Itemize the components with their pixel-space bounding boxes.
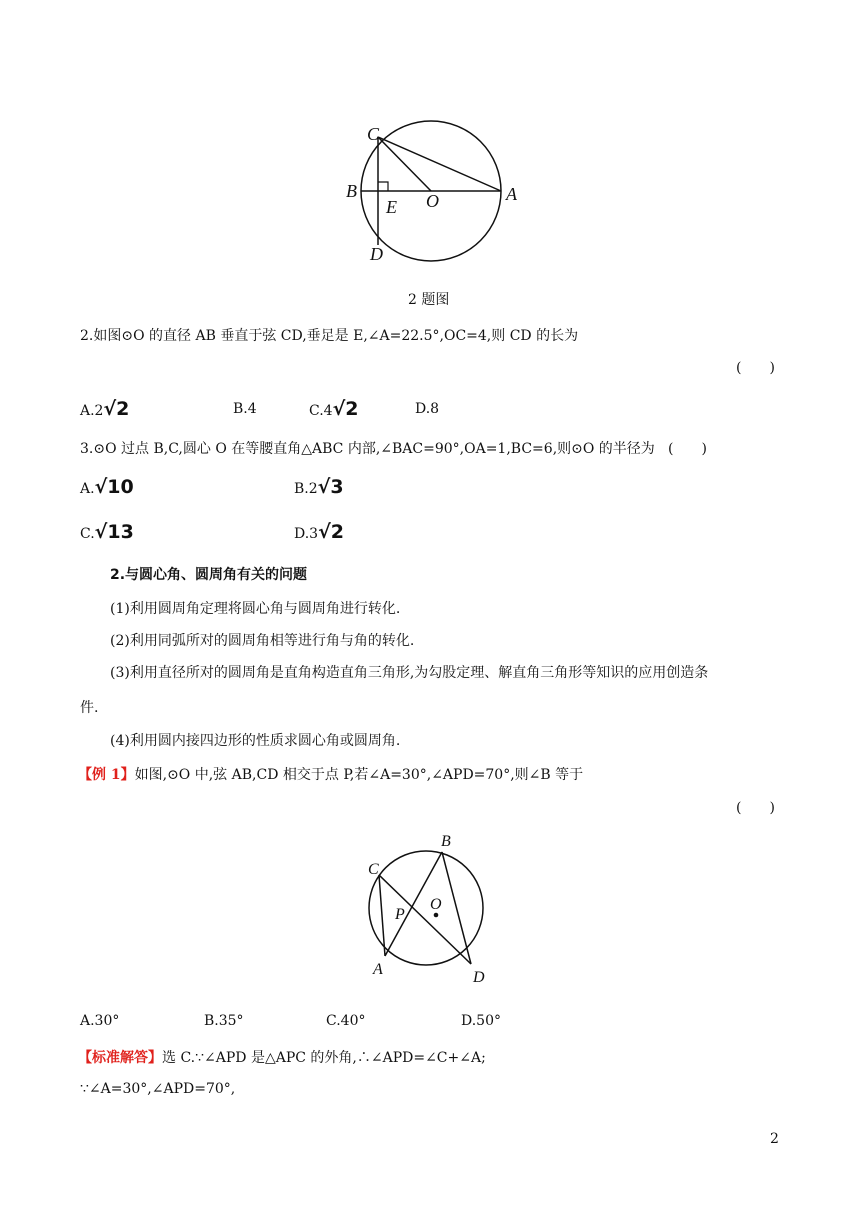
label-O2: O (430, 896, 442, 913)
label-E: E (386, 197, 397, 217)
example-1-option-a: A.30° (80, 1013, 120, 1029)
section-2-item-4: (4)利用圆内接四边形的性质求圆心角或圆周角. (110, 733, 401, 749)
label-C: C (367, 124, 380, 144)
q3-option-c-prefix: C. (80, 526, 95, 542)
q3-option-a-prefix: A. (80, 481, 95, 497)
figure-intersecting-chords (360, 828, 500, 988)
q3-option-d (294, 521, 344, 543)
q2-option-a-radical: √2 (103, 398, 130, 420)
q3-option-c (80, 521, 134, 543)
figure1-caption: 2 题图 (408, 292, 450, 308)
label-A: A (506, 184, 517, 204)
question-2-bracket: ( ) (736, 360, 775, 376)
q3-option-d-prefix: D.3 (294, 526, 319, 542)
q2-option-c-prefix: C.4 (309, 403, 333, 419)
example-1-text: 如图,⊙O 中,弦 AB,CD 相交于点 P,若∠A=30°,∠APD=70°,则∠B 等于 (134, 767, 584, 783)
q2-option-c-radical: √2 (332, 398, 359, 420)
q2-option-a (80, 398, 129, 420)
question-3-text: 3.⊙O 过点 B,C,圆心 O 在等腰直角△ABC 内部,∠BAC=90°,OA=1,BC=6,则⊙O 的半径为 (80, 441, 655, 457)
label-B2: B (441, 833, 451, 850)
example-1 (78, 764, 583, 784)
q3-option-c-radical: √13 (94, 521, 134, 543)
section-2-item-2: (2)利用同弧所对的圆周角相等进行角与角的转化. (110, 633, 415, 649)
page-number: 2 (770, 1131, 779, 1147)
section-2-item-3: (3)利用直径所对的圆周角是直角构造直角三角形,为勾股定理、解直角三角形等知识的应用创造条 (110, 665, 709, 681)
figure-circle-diameter-chord (330, 118, 530, 278)
example-1-option-c: C.40° (326, 1013, 366, 1029)
q2-option-a-prefix: A.2 (80, 403, 104, 419)
example-1-tag: 【例 1】 (78, 767, 135, 783)
q2-option-d: D.8 (415, 401, 440, 417)
example-1-option-b: B.35° (204, 1013, 244, 1029)
answer-line-1 (78, 1047, 486, 1067)
section-2-item-3-continued: 件. (80, 700, 99, 716)
q2-option-b: B.4 (233, 401, 257, 417)
label-A2: A (373, 961, 383, 978)
q3-option-b-prefix: B.2 (294, 481, 318, 497)
q3-option-a (80, 476, 134, 498)
label-O: O (426, 191, 439, 211)
answer-line-2: ∵∠A=30°,∠APD=70°, (80, 1081, 236, 1097)
q3-option-b-radical: √3 (317, 476, 344, 498)
label-D: D (370, 244, 383, 264)
q3-option-d-radical: √2 (318, 521, 344, 543)
q2-option-c (309, 398, 358, 420)
answer-tag: 【标准解答】 (78, 1050, 162, 1066)
q3-option-a-radical: √10 (94, 476, 134, 498)
section-2-item-1: (1)利用圆周角定理将圆心角与圆周角进行转化. (110, 601, 401, 617)
label-B: B (346, 181, 357, 201)
section-2-heading: 2.与圆心角、圆周角有关的问题 (110, 567, 308, 583)
q3-option-b (294, 476, 344, 498)
label-C2: C (368, 861, 379, 878)
label-D2: D (473, 969, 485, 986)
answer-text-1: 选 C.∵∠APD 是△APC 的外角,∴∠APD=∠C+∠A; (162, 1050, 486, 1066)
question-3-bracket: ( ) (668, 441, 707, 457)
example-1-bracket: ( ) (736, 800, 775, 816)
example-1-option-d: D.50° (461, 1013, 501, 1029)
label-P2: P (395, 906, 405, 923)
question-2-text: 2.如图⊙O 的直径 AB 垂直于弦 CD,垂足是 E,∠A=22.5°,OC=4,则 CD 的长为 (80, 328, 579, 344)
